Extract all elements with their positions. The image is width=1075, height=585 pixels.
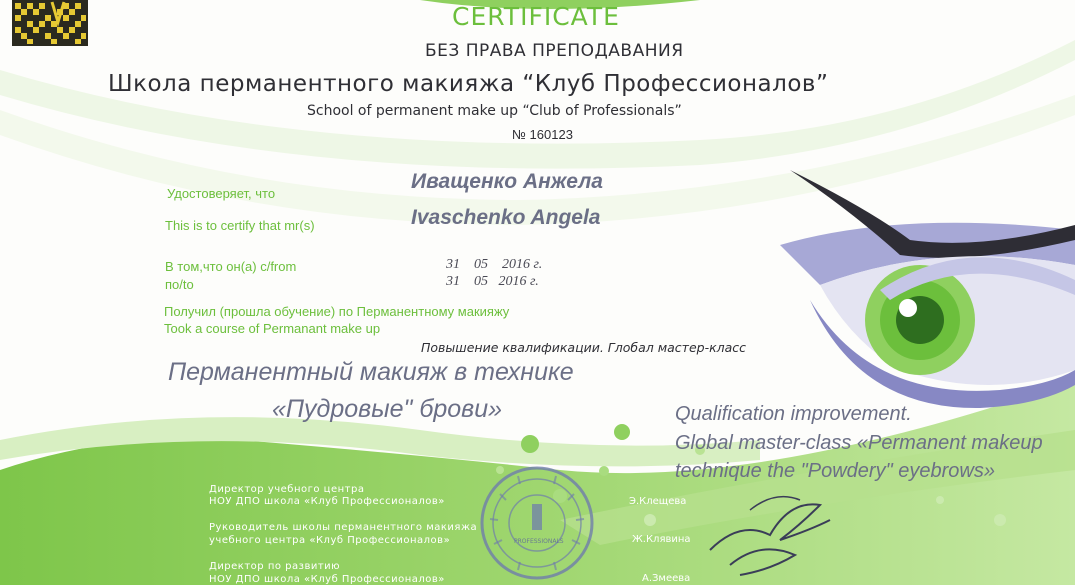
school-name-ru: Школа перманентного макияжа “Клуб Профессионалов” <box>108 71 829 97</box>
course-received-ru: Получил (прошла обучение) по Перманентному макияжу <box>164 304 510 319</box>
director-dev-line1: Директор по развитию <box>209 561 341 572</box>
course-en-line2: Global master-class «Permanent makeup <box>675 432 1043 454</box>
course-took-en: Took a course of Permanant make up <box>164 321 381 336</box>
course-title-line2: «Пудровые" брови» <box>272 395 503 423</box>
holder-name-en: Ivaschenko Angela <box>411 206 601 229</box>
date-to-label: по/to <box>165 277 194 292</box>
head-school-name: Ж.Клявина <box>632 534 691 545</box>
holder-name-ru: Иващенко Анжела <box>411 170 603 193</box>
director-dev-name: А.Змеева <box>642 573 691 584</box>
certificate-number: № 160123 <box>512 127 573 142</box>
certifies-en-label: This is to certify that mr(s) <box>165 218 315 233</box>
course-type-ru: Повышение квалификации. Глобал мастер-класс <box>421 340 747 355</box>
date-to-value: 31 05 2016 г. <box>446 274 539 289</box>
handwritten-signature-icon <box>700 480 840 580</box>
date-from-value: 31 05 2016 г. <box>446 257 543 272</box>
certificate-word: CERTIFICATE <box>452 2 620 31</box>
director-center-line1: Директор учебного центра <box>209 484 365 495</box>
course-en-line1: Qualification improvement. <box>675 403 912 425</box>
stylized-eye-icon <box>780 170 1075 410</box>
course-title-line1: Перманентный макияж в технике <box>168 358 574 386</box>
no-teaching-rights: БЕЗ ПРАВА ПРЕПОДАВАНИЯ <box>425 41 684 61</box>
date-from-label: В том,что он(а) с/from <box>165 259 297 274</box>
certifies-ru-label: Удостоверяет, что <box>167 186 276 201</box>
director-center-name: Э.Клещева <box>629 496 687 507</box>
school-name-en: School of permanent make up “Club of Professionals” <box>307 103 682 119</box>
head-school-line1: Руководитель школы перманентного макияжа <box>209 522 478 533</box>
director-center-line2: НОУ ДПО школа «Клуб Профессионалов» <box>209 496 445 507</box>
round-seal-icon <box>478 464 596 582</box>
qr-code-logo-icon <box>12 0 88 46</box>
head-school-line2: учебного центра «Клуб Профессионалов» <box>209 535 451 546</box>
course-en-line3: technique the "Powdery" eyebrows» <box>675 460 995 482</box>
director-dev-line2: НОУ ДПО школа «Клуб Профессионалов» <box>209 574 445 585</box>
seal-center-text: PROFESSIONALS <box>514 538 564 545</box>
